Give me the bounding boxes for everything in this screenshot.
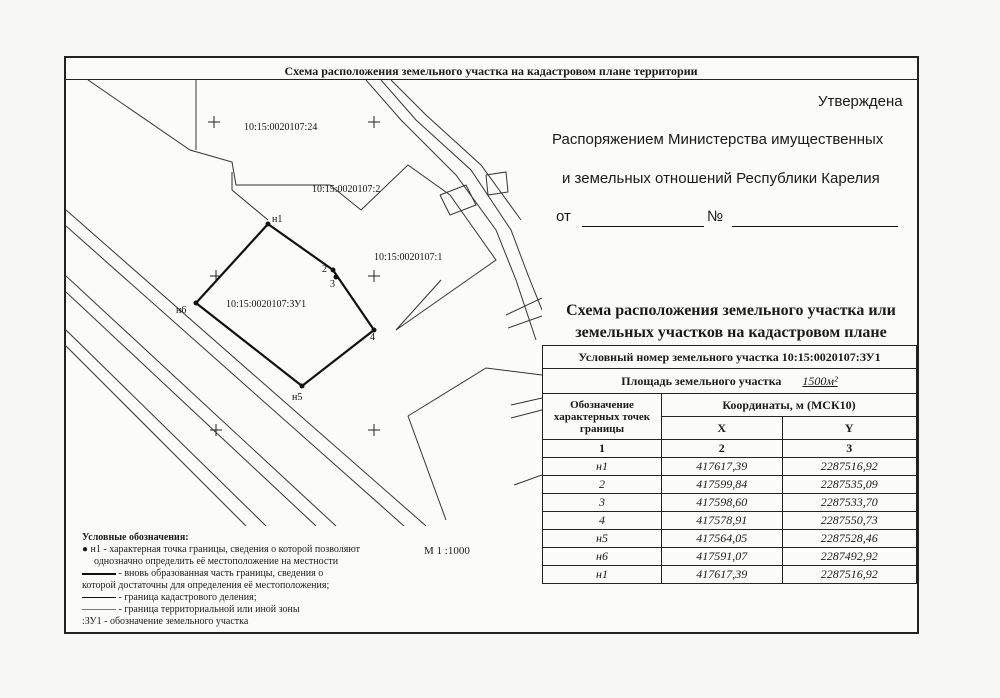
point-cell: н1	[543, 566, 662, 584]
parcel-right-strip	[511, 398, 542, 405]
point-label-n5: н5	[292, 392, 303, 403]
y-cell: 2287528,46	[782, 530, 917, 548]
point-label-2: 2	[322, 264, 327, 275]
x-cell: 417617,39	[662, 566, 783, 584]
area-value: 1500м²	[802, 373, 838, 388]
grid-crosses	[208, 116, 380, 436]
x-cell: 417617,39	[662, 458, 783, 476]
road-edge-3	[391, 80, 521, 220]
legend-item-new-boundary	[82, 568, 360, 580]
point-cell: н1	[543, 458, 662, 476]
cadastral-map	[66, 80, 542, 526]
legend-item3: - граница кадастрового деления;	[118, 592, 257, 603]
road-block-3	[506, 298, 542, 315]
legend-item2a: - вновь образованная часть границы, сведения о	[118, 568, 324, 579]
point-label-3: 3	[330, 279, 335, 290]
legend-item-zone	[82, 604, 360, 616]
legend-item1a: н1 - характерная точка границы, сведения о которой позволяют	[90, 544, 361, 555]
table-row	[543, 476, 917, 494]
page-title: Схема расположения земельного участка на кадастровом плане территории	[284, 64, 698, 78]
zone-line-6	[66, 346, 246, 526]
road-block-4	[508, 316, 542, 328]
table-row	[543, 530, 917, 548]
parcel-label-2: 10:15:0020107:2	[312, 184, 381, 195]
index-cell: 3	[782, 440, 917, 458]
y-cell: 2287550,73	[782, 512, 917, 530]
table-row	[543, 494, 917, 512]
y-cell: 2287535,09	[782, 476, 917, 494]
point-marker-icon: ●	[82, 544, 89, 555]
parcel-label-1: 10:15:0020107:1	[374, 252, 443, 263]
point-cell: 2	[543, 476, 662, 494]
y-cell: 2287516,92	[782, 566, 917, 584]
x-cell: 417599,84	[662, 476, 783, 494]
zone-line-2	[66, 226, 404, 526]
point-label-4: 4	[370, 332, 375, 343]
coordinates-header: Координаты, м (МСК10)	[662, 394, 917, 417]
thin-line-icon	[82, 597, 116, 598]
x-header: X	[662, 417, 783, 440]
date-label: от	[556, 208, 571, 225]
parcel-boundary-line	[232, 172, 268, 220]
table-row	[543, 548, 917, 566]
parcel-lower-right	[408, 368, 542, 416]
x-cell: 417564,05	[662, 530, 783, 548]
point-cell: 4	[543, 512, 662, 530]
parcel-right-strip-3	[514, 475, 542, 485]
road-edge-1	[366, 80, 536, 340]
point-label-n6: н6	[176, 305, 187, 316]
zone-line-1	[66, 210, 426, 526]
parcel-1-boundary	[361, 165, 496, 330]
point-n5	[300, 384, 305, 389]
approval-ministry: Распоряжением Министерства имущественных	[552, 131, 884, 148]
y-cell: 2287492,92	[782, 548, 917, 566]
zone-line-icon	[82, 609, 116, 610]
point-cell: н6	[543, 548, 662, 566]
table-row	[543, 458, 917, 476]
x-cell: 417591,07	[662, 548, 783, 566]
conditional-number: Условный номер земельного участка 10:15:0020107:ЗУ1	[543, 346, 917, 369]
road-block-1	[440, 185, 476, 215]
parcel-lower-right-2	[408, 416, 446, 520]
point-n6	[194, 301, 199, 306]
schema-title-line1: Схема расположения земельного участка или	[566, 302, 896, 319]
legend-item5: :ЗУ1 - обозначение земельного участка	[82, 616, 249, 627]
schema-title	[546, 300, 916, 344]
approved-label: Утверждена	[818, 93, 903, 110]
point-cell: н5	[543, 530, 662, 548]
road-block-2	[486, 172, 508, 195]
y-header: Y	[782, 417, 917, 440]
bold-line-icon	[82, 573, 116, 575]
index-cell: 2	[662, 440, 783, 458]
legend-item-point	[82, 544, 360, 556]
legend	[82, 532, 360, 628]
legend-title: Условные обозначения:	[82, 532, 189, 543]
schema-title-line2: земельных участков на кадастровом плане	[575, 324, 887, 341]
area-label: Площадь земельного участка	[621, 373, 782, 388]
parcel-right-strip-2	[511, 410, 542, 418]
area-row	[543, 369, 917, 394]
parcel-label-24: 10:15:0020107:24	[244, 122, 318, 133]
point-n1	[266, 222, 271, 227]
date-line	[582, 226, 704, 227]
col-points-header: Обозначение характерных точек границы	[543, 394, 662, 440]
coordinates-table	[542, 345, 917, 584]
legend-item-cadastral	[82, 592, 360, 604]
approval-republic: и земельных отношений Республики Карелия	[562, 170, 880, 187]
x-cell: 417578,91	[662, 512, 783, 530]
legend-item2b: которой достаточны для определения её местоположения;	[82, 580, 330, 591]
table-row	[543, 512, 917, 530]
legend-item1b: однозначно определить её местоположение на местности	[94, 556, 339, 567]
x-cell: 417598,60	[662, 494, 783, 512]
y-cell: 2287533,70	[782, 494, 917, 512]
parcel-label-zu1: 10:15:0020107:ЗУ1	[226, 299, 307, 310]
table-row	[543, 566, 917, 584]
legend-item4: - граница территориальной или иной зоны	[118, 604, 300, 615]
road-edge-2	[381, 80, 542, 310]
point-2	[331, 268, 336, 273]
index-cell: 1	[543, 440, 662, 458]
number-label: №	[707, 208, 724, 225]
point-cell: 3	[543, 494, 662, 512]
map-scale: М 1 :1000	[424, 545, 470, 557]
number-line	[732, 226, 898, 227]
point-label-n1: н1	[272, 214, 283, 225]
zone-line-4	[66, 292, 316, 526]
y-cell: 2287516,92	[782, 458, 917, 476]
